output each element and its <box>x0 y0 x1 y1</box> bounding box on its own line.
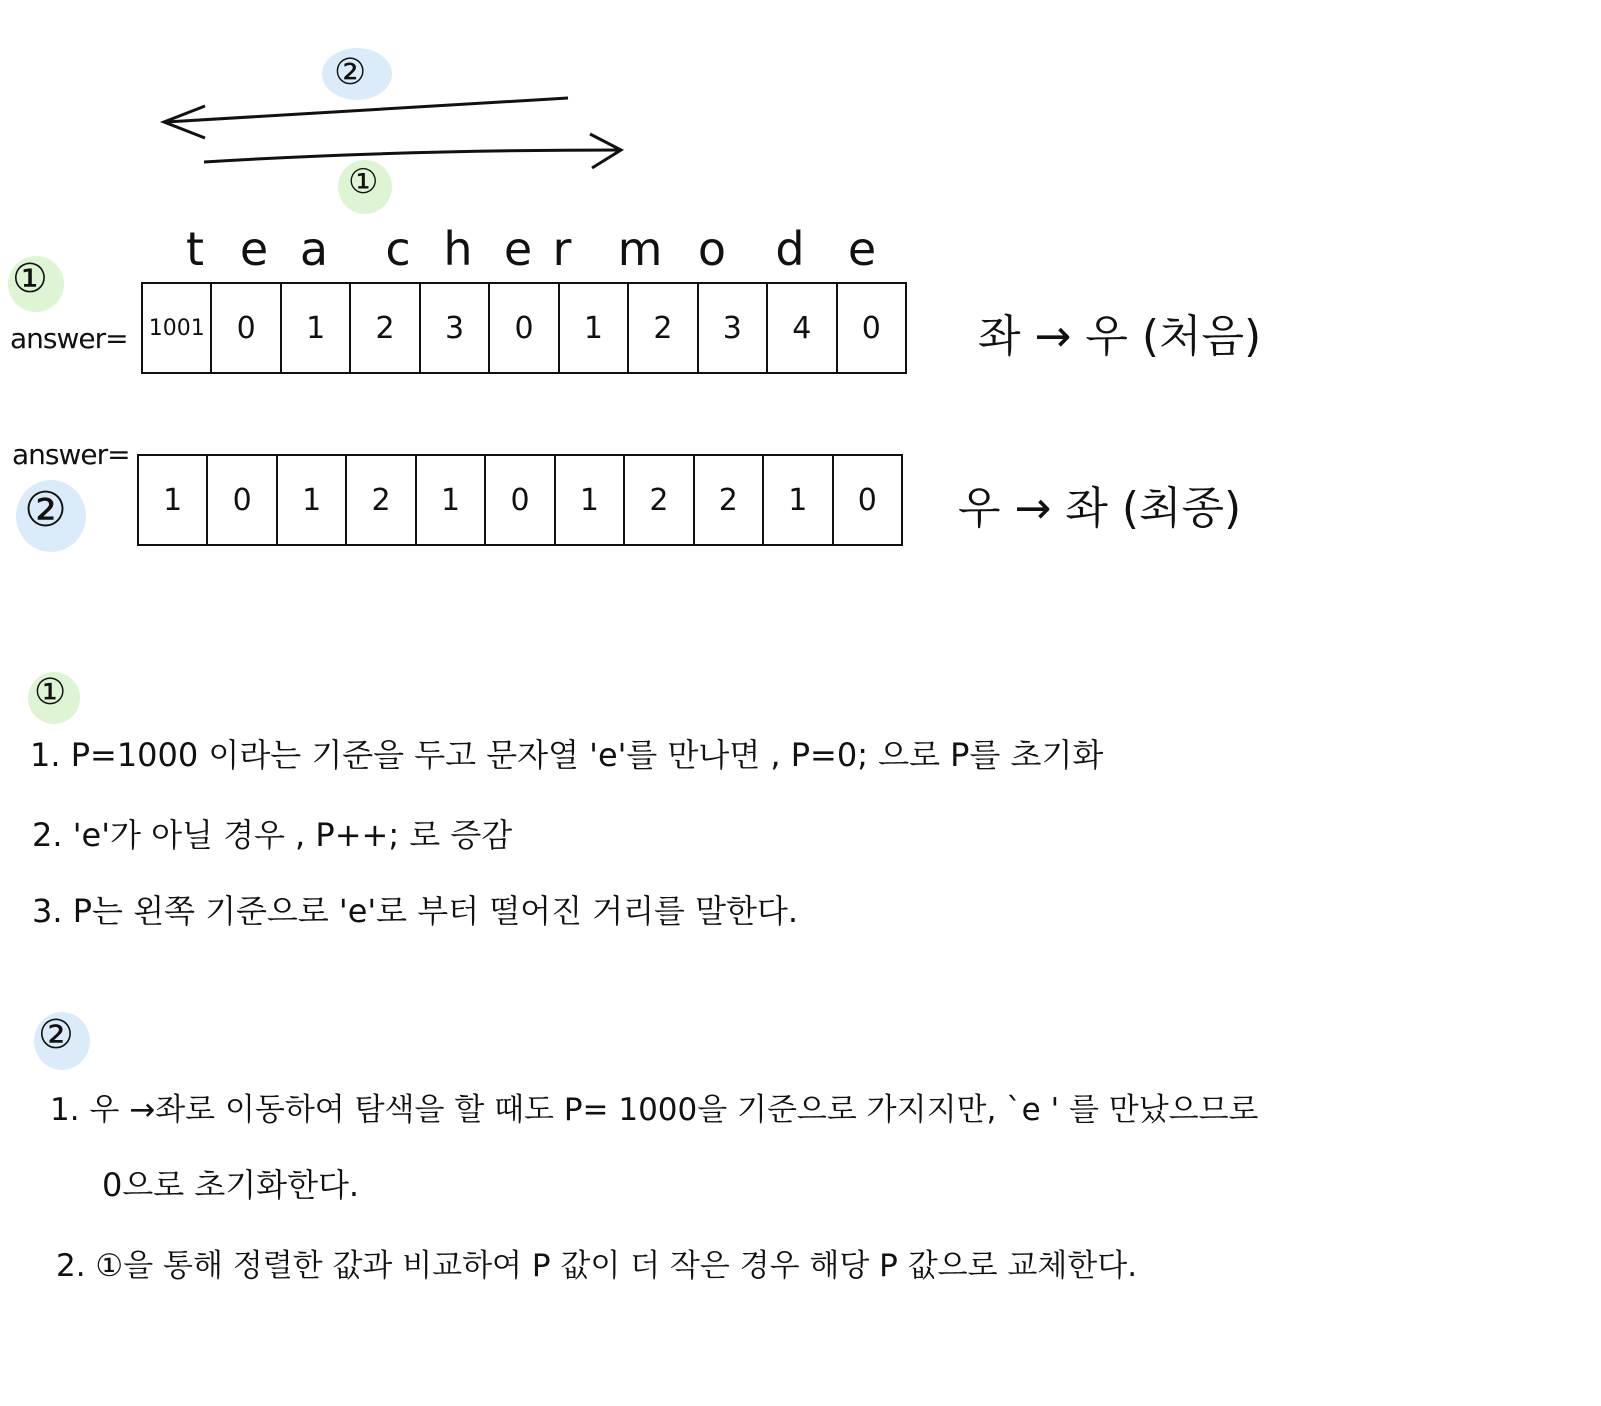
array2-cell: 1 <box>139 456 208 544</box>
letter: m <box>617 222 663 276</box>
array1-marker: ① <box>12 256 48 302</box>
array2-cell: 2 <box>347 456 416 544</box>
notes1-line: 3. P는 왼쪽 기준으로 'e'로 부터 떨어진 거리를 말한다. <box>32 892 798 930</box>
letter: t <box>185 222 205 276</box>
array1-cell: 1001 <box>143 284 212 372</box>
array1-cell: 0 <box>212 284 281 372</box>
array1-cell: 0 <box>490 284 559 372</box>
array2-label: answer= <box>12 438 130 471</box>
letter: e <box>239 222 269 276</box>
notes2-line: 1. 우 →좌로 이동하여 탐색을 할 때도 P= 1000을 기준으로 가지지만, `e ' 를 만났으므로 <box>50 1092 1259 1128</box>
array2-cell: 2 <box>695 456 764 544</box>
notes2-line: 0으로 초기화한다. <box>102 1166 360 1204</box>
array1-cell: 3 <box>699 284 768 372</box>
notes1-line: 1. P=1000 이라는 기준을 두고 문자열 'e'를 만나면 , P=0; 으로 P를 초기화 <box>30 736 1104 774</box>
array1 <box>141 282 907 374</box>
array1-cell: 4 <box>768 284 837 372</box>
arrow-1-label: ① <box>348 162 379 202</box>
array2-cell: 0 <box>208 456 277 544</box>
letter: d <box>775 222 805 276</box>
array1-cell: 0 <box>861 310 881 346</box>
letter: e <box>847 222 877 276</box>
notes1-marker: ① <box>34 672 67 713</box>
array1-label: answer= <box>10 322 128 355</box>
array2-direction: 우 → 좌 (최종) <box>958 483 1242 534</box>
letter: a <box>299 222 329 276</box>
notes2-line: 2. ①을 통해 정렬한 값과 비교하여 P 값이 더 작은 경우 해당 P 값으로 교체한다. <box>56 1248 1138 1284</box>
array2-cell: 1 <box>556 456 625 544</box>
array1-cell: 1 <box>560 284 629 372</box>
array1-cell: 2 <box>351 284 420 372</box>
array1-cell: 2 <box>629 284 698 372</box>
notes1-line: 2. 'e'가 아닐 경우 , P++; 로 증감 <box>32 816 513 854</box>
word-letters <box>140 222 910 282</box>
letter: c <box>385 222 411 276</box>
array2-cell: 1 <box>764 456 833 544</box>
array2-marker: ② <box>24 482 68 538</box>
array2 <box>137 454 903 546</box>
letter: o <box>697 222 727 276</box>
arrow-2-label: ② <box>334 52 367 93</box>
notes2-marker: ② <box>38 1012 74 1058</box>
array2-cell: 0 <box>857 482 877 518</box>
array2-cell: 1 <box>417 456 486 544</box>
letter: h <box>443 222 473 276</box>
arrow-left-to-right <box>204 150 620 162</box>
letter: e <box>503 222 533 276</box>
array1-cell: 3 <box>421 284 490 372</box>
letter: r <box>552 222 572 276</box>
arrow-right-to-left <box>166 98 568 122</box>
array1-cell: 1 <box>282 284 351 372</box>
array1-direction: 좌 → 우 (처음) <box>978 311 1262 362</box>
array2-cell: 0 <box>486 456 555 544</box>
array2-cell: 1 <box>278 456 347 544</box>
array2-cell: 2 <box>625 456 694 544</box>
